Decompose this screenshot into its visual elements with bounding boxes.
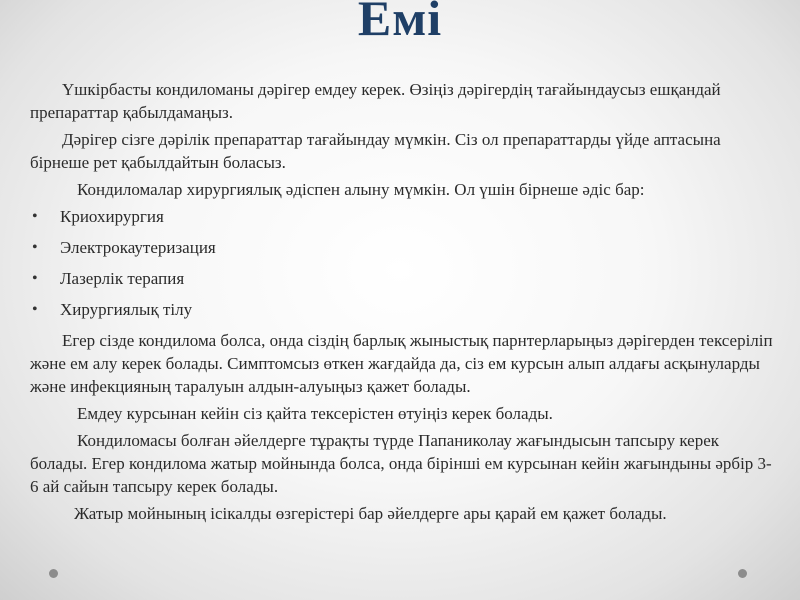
paragraph-pap-smear: Кондиломасы болған әйелдерге тұрақты түрде Папаниколау жағындысын тапсыру керек болады. Егер кондилома жатыр мойнында болса, онда бірінші ем курсынан кейін жағындыны әрбір 3-6 ай сайын тапсыру керек болады.	[30, 431, 772, 496]
list-item	[30, 236, 775, 259]
bullet-icon: •	[32, 239, 38, 256]
bullet-icon: •	[32, 270, 38, 287]
list-item-label: Криохирургия	[60, 207, 164, 226]
list-item	[30, 298, 775, 321]
paragraph-recheck: Емдеу курсынан кейін сіз қайта тексерістен өтуіңіз керек болады.	[77, 404, 553, 423]
list-item	[30, 205, 775, 228]
paragraph-cervical-changes: Жатыр мойнының ісікалды өзгерістері бар әйелдерге ары қарай ем қажет болады.	[74, 504, 667, 523]
paragraph-treatment-by-doctor: Үшкірбасты кондиломаны дәрігер емдеу керек. Өзіңіз дәрігердің тағайындаусыз ешқандай препараттар қабылдамаңыз.	[30, 80, 721, 122]
slide-body	[30, 78, 775, 529]
paragraph-surgical-methods: Кондиломалар хирургиялық әдіспен алыну мүмкін. Ол үшін бірнеше әдіс бар:	[77, 180, 645, 199]
list-item	[30, 267, 775, 290]
list-item-label: Лазерлік терапия	[60, 269, 185, 288]
paragraph-prescription: Дәрігер сізге дәрілік препараттар тағайындау мүмкін. Сіз ол препараттарды үйде аптасына бірнеше рет қабылдайтын боласыз.	[30, 130, 721, 172]
list-item-label: Хирургиялық тілу	[60, 300, 193, 319]
slide-nav-dot-right	[738, 569, 747, 578]
bullet-icon: •	[32, 301, 38, 318]
slide-nav-dot-left	[49, 569, 58, 578]
paragraph-partners: Егер сізде кондилома болса, онда сіздің барлық жыныстық парнтерларыңыз дәрігерден тексеріліп және ем алу керек болады. Симптомсыз өткен жағдайда да, сіз ем курсын алып алдағы асқынуларды және инфекцияның таралуын алдын-алуыңыз қажет болады.	[30, 331, 773, 396]
surgical-methods-list	[30, 205, 775, 321]
list-item-label: Электрокаутеризация	[60, 238, 216, 257]
bullet-icon: •	[32, 208, 38, 225]
slide-title: Емі	[357, 0, 443, 46]
